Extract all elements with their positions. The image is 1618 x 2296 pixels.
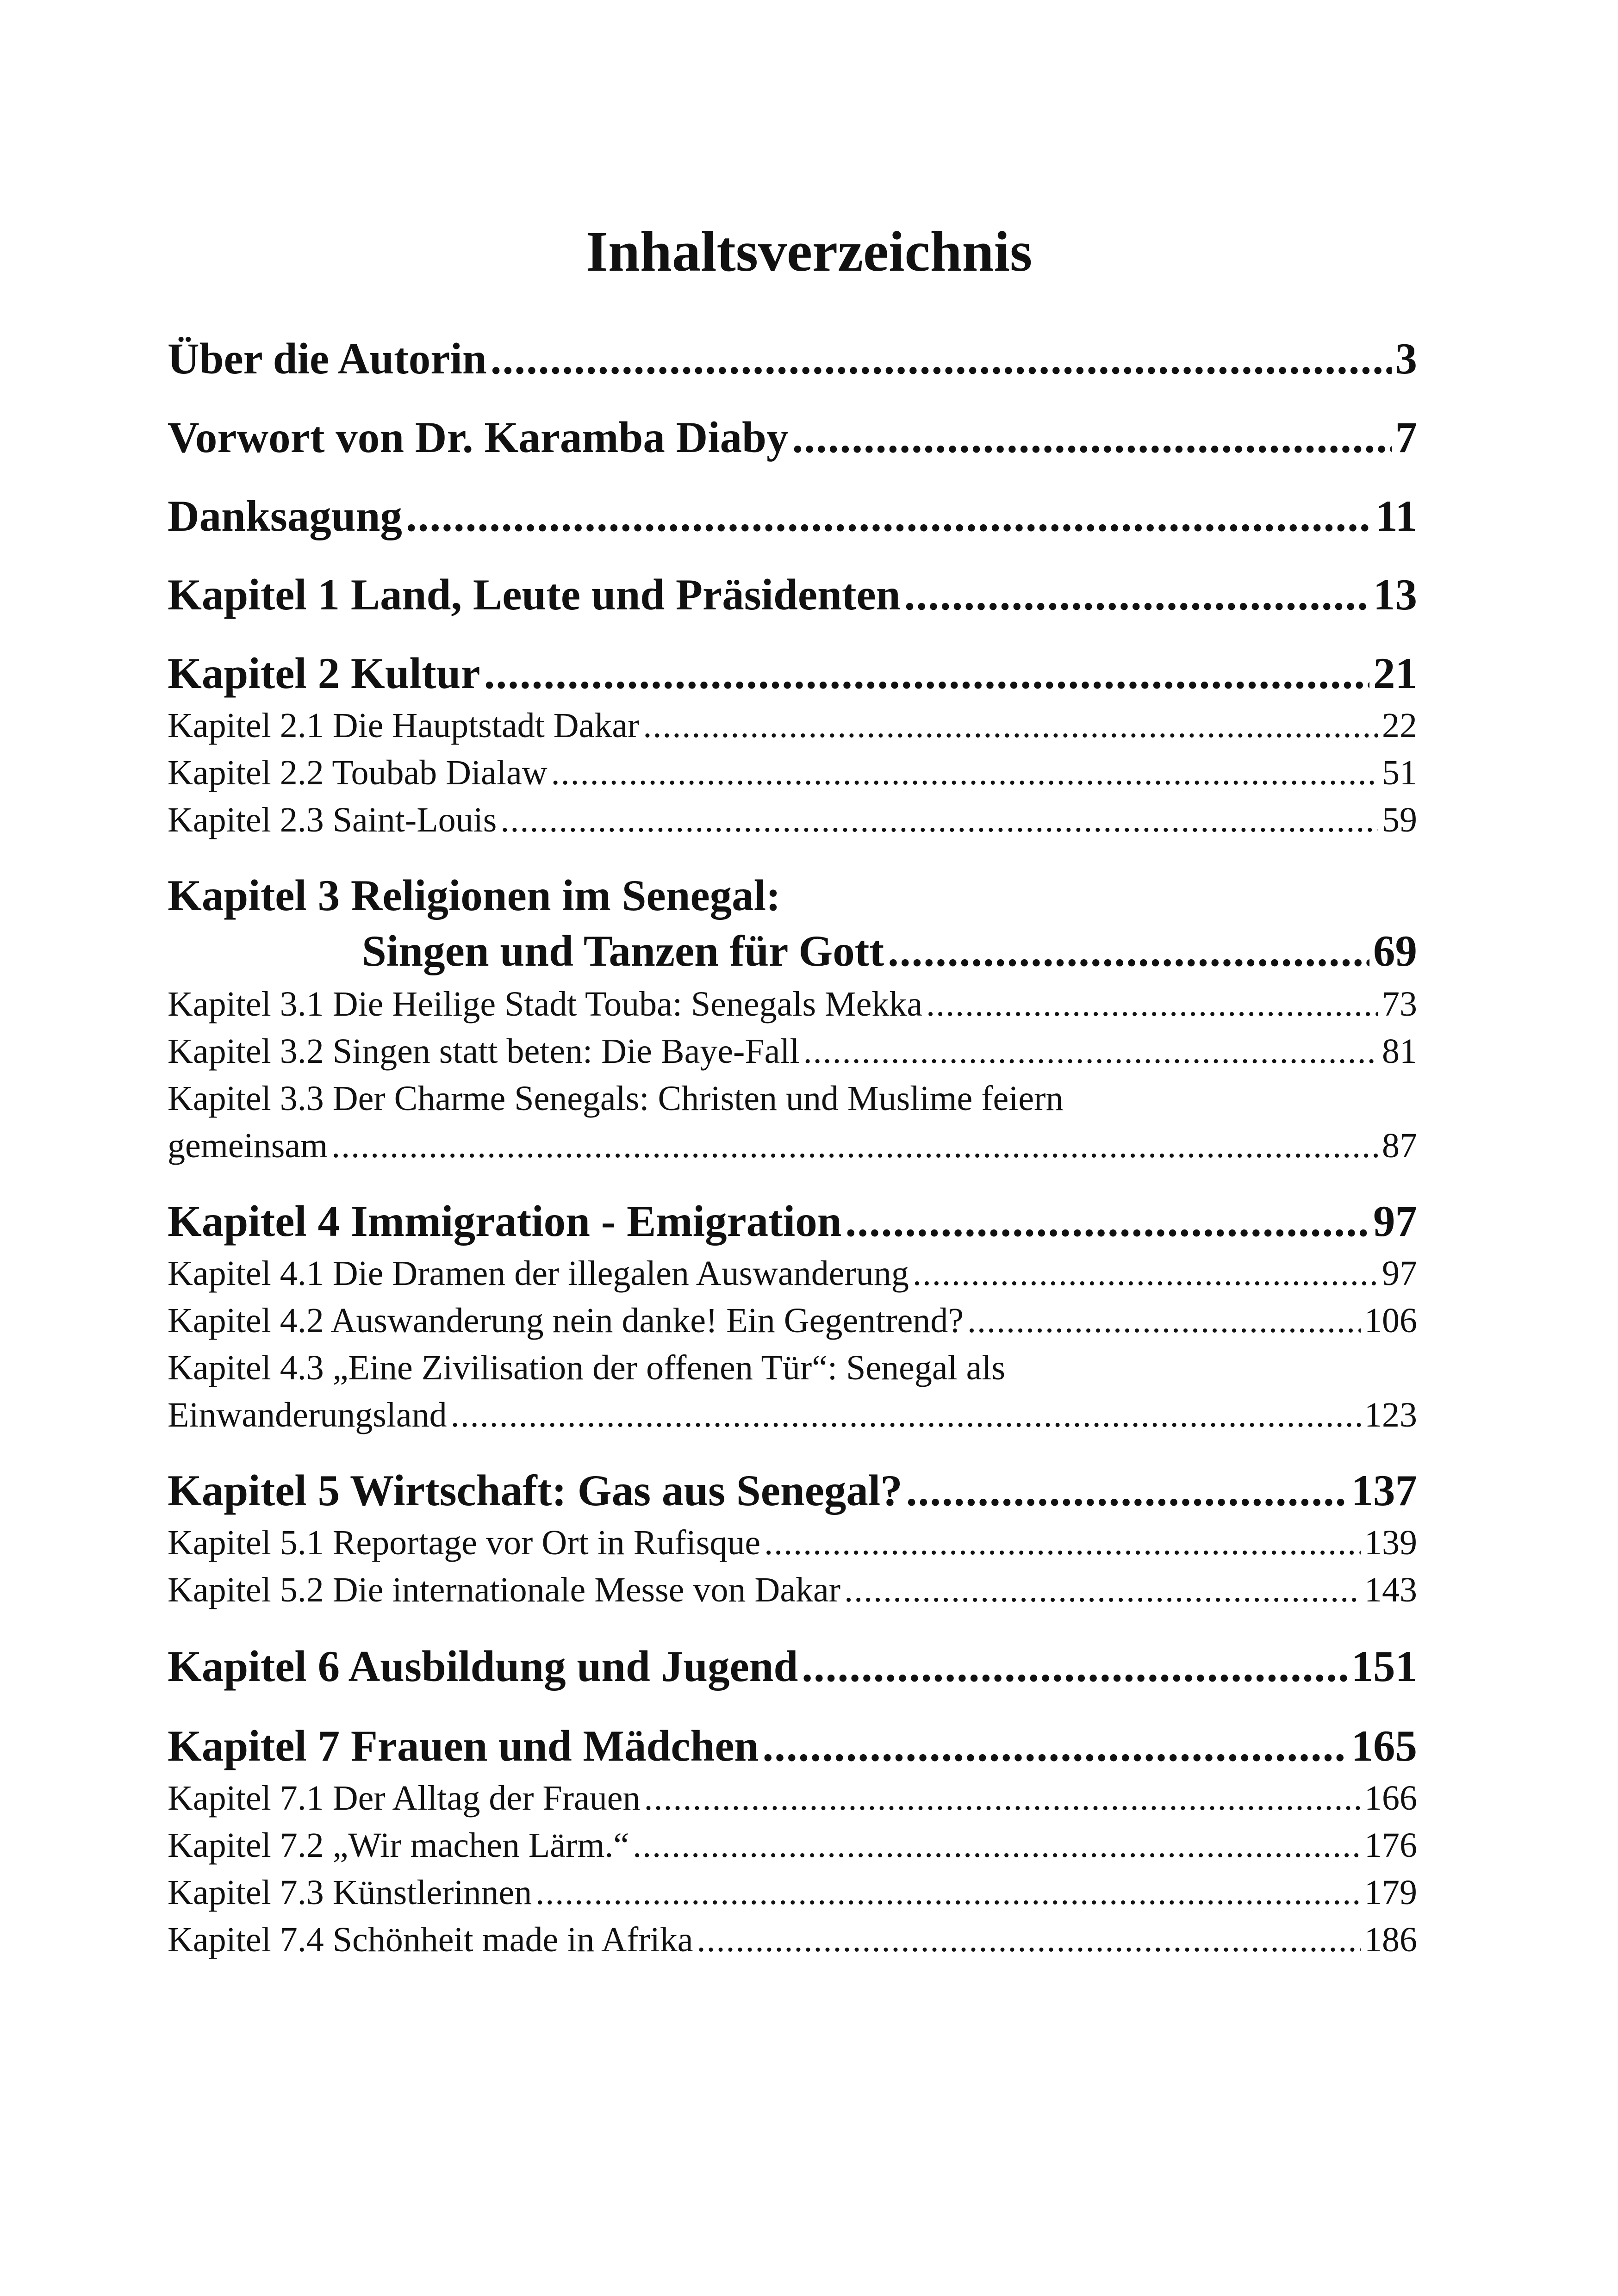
- toc-subentry-first-line[interactable]: Kapitel 4.3 „Eine Zivilisation der offenen Tür“: Senegal als: [168, 1348, 1006, 1387]
- toc-entry-label: Kapitel 5.1 Reportage vor Ort in Rufisque: [168, 1523, 761, 1562]
- toc-entry-label: Kapitel 2.3 Saint-Louis: [168, 800, 497, 839]
- toc-entry-label: Vorwort von Dr. Karamba Diaby: [168, 413, 789, 462]
- toc-entry-label: Kapitel 2.2 Toubab Dialaw: [168, 753, 548, 792]
- toc-entry-label: Kapitel 5.2 Die internationale Messe von Dakar: [168, 1570, 841, 1609]
- toc-subentry[interactable]: [168, 802, 1417, 838]
- toc-entry-page: 166: [1364, 1779, 1417, 1818]
- dot-leader: [762, 1724, 1347, 1768]
- dot-leader: [888, 929, 1369, 973]
- dot-leader: [491, 337, 1392, 381]
- toc-entry-page: 3: [1395, 334, 1417, 383]
- toc-subentry[interactable]: [168, 1828, 1417, 1863]
- toc-subentry[interactable]: [168, 1303, 1417, 1338]
- dot-leader: [697, 1922, 1361, 1957]
- toc-entry-page: 151: [1351, 1642, 1417, 1691]
- toc-entry[interactable]: [168, 1721, 1417, 1770]
- toc-subentry[interactable]: [168, 1256, 1417, 1291]
- toc-subentry[interactable]: [168, 1034, 1417, 1069]
- toc-entry-label: Kapitel 7.3 Künstlerinnen: [168, 1873, 532, 1912]
- toc-subentry[interactable]: [168, 1781, 1417, 1816]
- dot-leader: [484, 652, 1369, 695]
- toc-entry-label: Kapitel 6 Ausbildung und Jugend: [168, 1642, 798, 1691]
- dot-leader: [633, 1828, 1361, 1863]
- toc-entry-label: Kapitel 2 Kultur: [168, 649, 480, 698]
- dot-leader: [904, 573, 1369, 617]
- dot-leader: [846, 1199, 1369, 1243]
- toc-entry-page: 97: [1382, 1254, 1417, 1293]
- toc-subentry[interactable]: [168, 987, 1417, 1022]
- toc-entry-page: 186: [1364, 1920, 1417, 1959]
- page-title: Inhaltsverzeichnis: [585, 220, 1033, 283]
- toc-entry-page: 7: [1395, 413, 1417, 462]
- toc-subentry[interactable]: [168, 708, 1417, 743]
- toc-entry-page: 69: [1373, 926, 1417, 975]
- toc-entry-label: Kapitel 1 Land, Leute und Präsidenten: [168, 570, 901, 619]
- dot-leader: [331, 1128, 1378, 1163]
- dot-leader: [906, 1469, 1348, 1513]
- toc-entry-label: Kapitel 4 Immigration - Emigration: [168, 1197, 842, 1246]
- toc-entry-page: 13: [1373, 570, 1417, 619]
- toc-subentry[interactable]: [168, 1572, 1417, 1607]
- toc-subentry[interactable]: [168, 1922, 1417, 1957]
- toc-subentry[interactable]: [168, 1397, 1417, 1433]
- toc-entry[interactable]: [168, 413, 1417, 462]
- toc-entry-label: Singen und Tanzen für Gott: [362, 926, 884, 975]
- toc-entry-page: 21: [1373, 649, 1417, 698]
- toc-entry-page: 51: [1382, 753, 1417, 792]
- toc-subentry[interactable]: [168, 1875, 1417, 1910]
- toc-entry-page: 143: [1364, 1570, 1417, 1609]
- toc-subentry-first-line[interactable]: Kapitel 3.3 Der Charme Senegals: Christen und Muslime feiern: [168, 1079, 1064, 1118]
- dot-leader: [551, 755, 1378, 790]
- dot-leader: [643, 708, 1378, 743]
- toc-subentry[interactable]: [168, 755, 1417, 790]
- toc-entry-label: Kapitel 3.2 Singen statt beten: Die Baye-Fall: [168, 1032, 800, 1071]
- toc-entry-page: 165: [1351, 1721, 1417, 1770]
- toc-entry-page: 179: [1364, 1873, 1417, 1912]
- toc-entry-page: 11: [1375, 491, 1417, 540]
- dot-leader: [451, 1397, 1361, 1433]
- toc-entry-page: 81: [1382, 1032, 1417, 1071]
- toc-entry-label: Kapitel 5 Wirtschaft: Gas aus Senegal?: [168, 1466, 902, 1515]
- toc-entry-label: Über die Autorin: [168, 334, 487, 383]
- toc-entry-first-line[interactable]: Kapitel 3 Religionen im Senegal:: [168, 871, 781, 920]
- toc-entry-label: Kapitel 4.1 Die Dramen der illegalen Auswanderung: [168, 1254, 909, 1293]
- toc-entry[interactable]: [168, 1466, 1417, 1515]
- toc-subentry[interactable]: [168, 1128, 1417, 1163]
- toc-entry-label: Einwanderungsland: [168, 1396, 447, 1434]
- toc-entry-label: Kapitel 7 Frauen und Mädchen: [168, 1721, 759, 1770]
- toc-entry[interactable]: [168, 926, 1417, 975]
- dot-leader: [792, 416, 1391, 459]
- dot-leader: [764, 1525, 1361, 1560]
- dot-leader: [844, 1572, 1361, 1607]
- toc-entry-label: Kapitel 2.1 Die Hauptstadt Dakar: [168, 706, 640, 745]
- toc-subentry[interactable]: [168, 1525, 1417, 1560]
- toc-entry-label: Kapitel 3.1 Die Heilige Stadt Touba: Senegals Mekka: [168, 985, 923, 1024]
- dot-leader: [500, 802, 1378, 838]
- dot-leader: [406, 494, 1372, 538]
- dot-leader: [913, 1256, 1378, 1291]
- toc-entry-label: Kapitel 4.2 Auswanderung nein danke! Ein Gegentrend?: [168, 1301, 964, 1340]
- toc-entry[interactable]: [168, 334, 1417, 383]
- toc-entry[interactable]: [168, 570, 1417, 619]
- toc-entry-label: Kapitel 7.4 Schönheit made in Afrika: [168, 1920, 693, 1959]
- dot-leader: [803, 1034, 1378, 1069]
- toc-entry-page: 137: [1351, 1466, 1417, 1515]
- toc-entry-page: 87: [1382, 1126, 1417, 1165]
- toc-entry[interactable]: [168, 649, 1417, 698]
- toc-entry-page: 73: [1382, 985, 1417, 1024]
- dot-leader: [644, 1781, 1361, 1816]
- toc-entry-page: 123: [1364, 1396, 1417, 1434]
- toc-entry[interactable]: [168, 1197, 1417, 1246]
- toc-entry-page: 106: [1364, 1301, 1417, 1340]
- toc-entry-label: Kapitel 7.2 „Wir machen Lärm.“: [168, 1826, 629, 1865]
- toc-entry-page: 59: [1382, 800, 1417, 839]
- toc-entry-label: Danksagung: [168, 491, 402, 540]
- toc-entry-page: 97: [1373, 1197, 1417, 1246]
- dot-leader: [967, 1303, 1361, 1338]
- toc-entry-label: gemeinsam: [168, 1126, 328, 1165]
- toc-entry-page: 176: [1364, 1826, 1417, 1865]
- toc-entry[interactable]: [168, 1642, 1417, 1691]
- toc-entry[interactable]: [168, 491, 1417, 540]
- toc-entry-page: 22: [1382, 706, 1417, 745]
- dot-leader: [535, 1875, 1361, 1910]
- toc-entry-label: Kapitel 7.1 Der Alltag der Frauen: [168, 1779, 641, 1818]
- dot-leader: [802, 1644, 1347, 1688]
- dot-leader: [926, 987, 1378, 1022]
- toc-entry-page: 139: [1364, 1523, 1417, 1562]
